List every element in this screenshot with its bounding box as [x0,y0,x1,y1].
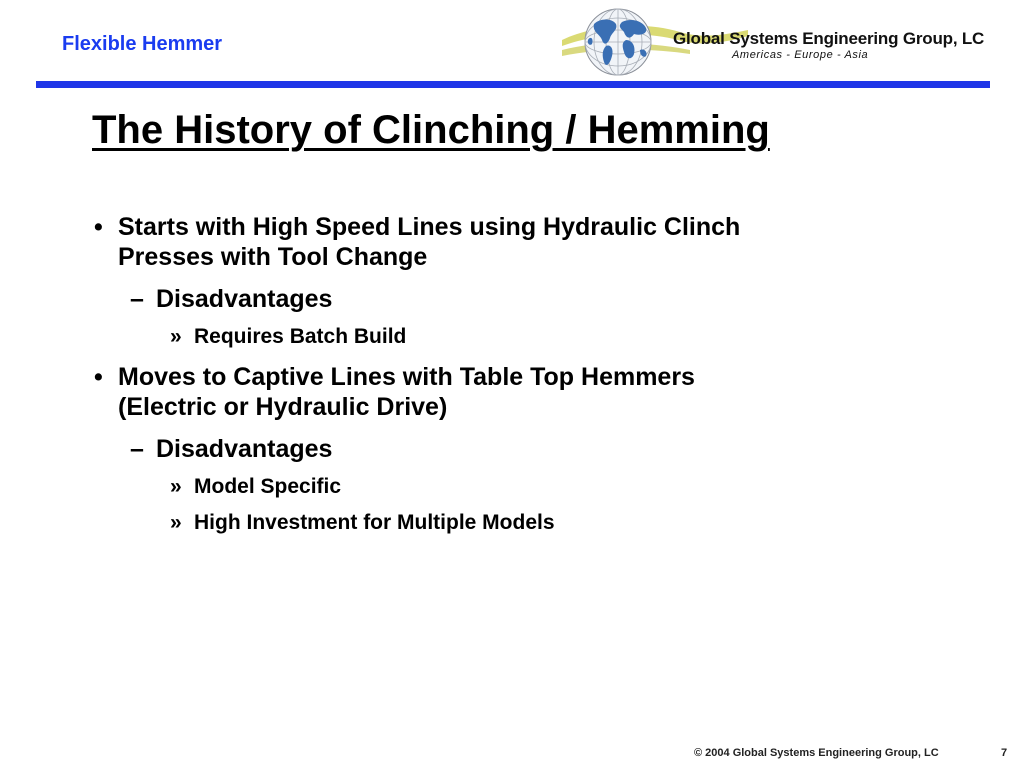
bullet-marker: • [94,213,103,241]
bullet-2-sub-item-1: Model Specific [194,475,342,498]
header-divider [36,81,990,88]
sub-sub-bullet-marker: » [170,475,182,498]
bullet-2-sub-item-2: High Investment for Multiple Models [194,511,555,534]
bullet-marker: • [94,363,103,391]
sub-sub-bullet-marker: » [170,325,182,348]
page-number: 7 [1001,747,1008,759]
bullet-1-line-2: Presses with Tool Change [118,243,428,271]
sub-bullet-marker: – [130,285,144,313]
bullet-1-line-1: Starts with High Speed Lines using Hydraulic Clinch [118,213,741,241]
sub-sub-bullet-marker: » [170,511,182,534]
slide-title: The History of Clinching / Hemming [92,108,770,152]
sub-bullet-marker: – [130,435,144,463]
company-name: Global Systems Engineering Group, LC [673,29,985,48]
bullet-1-sub-heading: Disadvantages [156,285,333,313]
company-tagline: Americas - Europe - Asia [732,49,869,61]
bullet-1-sub-item-1: Requires Batch Build [194,325,407,348]
footer-copyright: © 2004 Global Systems Engineering Group, LC [694,747,939,759]
company-logo [560,6,985,78]
bullet-2-line-1: Moves to Captive Lines with Table Top Hemmers [118,363,695,391]
bullet-2-sub-heading: Disadvantages [156,435,333,463]
bullet-2-line-2: (Electric or Hydraulic Drive) [118,393,448,421]
presentation-title: Flexible Hemmer [62,33,223,55]
